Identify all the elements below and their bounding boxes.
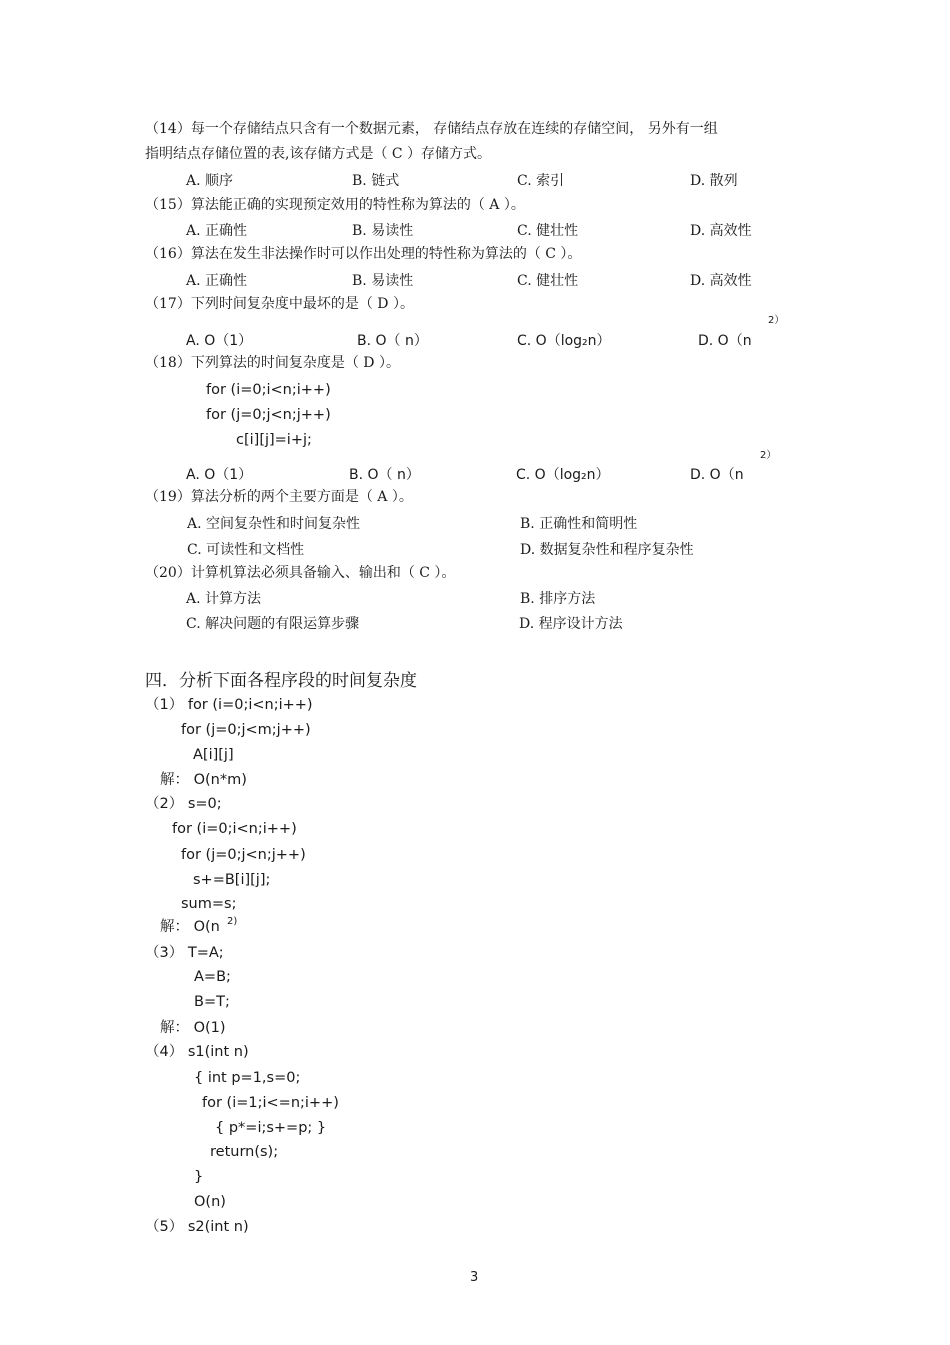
q18-option-d-superscript: 2） bbox=[760, 450, 777, 461]
p4-line2: { int p=1,s=0; bbox=[194, 1070, 301, 1086]
q18-option-b: B. O（ n） bbox=[349, 467, 420, 483]
q20-option-c: C. 解决问题的有限运算步骤 bbox=[186, 616, 360, 632]
q14-stem-line1: （14）每一个存储结点只含有一个数据元素， 存储结点存放在连续的存储空间， 另外有一组 bbox=[145, 121, 718, 137]
q20-option-b: B. 排序方法 bbox=[520, 591, 596, 607]
q17-option-d-superscript: 2） bbox=[768, 315, 785, 326]
q18-option-c: C. O（log₂n） bbox=[516, 467, 610, 483]
p2-solution: 解： O(n bbox=[160, 919, 220, 935]
q16-option-b: B. 易读性 bbox=[352, 273, 414, 289]
q17-stem: （17）下列时间复杂度中最坏的是（ D ）。 bbox=[145, 296, 414, 312]
p1-line1: （1） for (i=0;i<n;i++) bbox=[145, 697, 313, 713]
q16-option-d: D. 高效性 bbox=[690, 273, 752, 289]
q20-option-a: A. 计算方法 bbox=[186, 591, 262, 607]
q15-option-b: B. 易读性 bbox=[352, 223, 414, 239]
q20-stem: （20）计算机算法必须具备输入、输出和（ C ）。 bbox=[145, 565, 456, 581]
q17-option-d: D. O（n bbox=[698, 333, 752, 349]
q16-option-a: A. 正确性 bbox=[186, 273, 248, 289]
q18-code-line3: c[i][j]=i+j; bbox=[236, 432, 312, 448]
q19-stem: （19）算法分析的两个主要方面是（ A ）。 bbox=[145, 489, 413, 505]
p3-line2: A=B; bbox=[194, 969, 231, 985]
q15-stem: （15）算法能正确的实现预定效用的特性称为算法的（ A ）。 bbox=[145, 197, 525, 213]
p3-line3: B=T; bbox=[194, 994, 230, 1010]
q14-option-b: B. 链式 bbox=[352, 173, 400, 189]
p3-line1: （3） T=A; bbox=[145, 945, 224, 961]
q14-stem-line2: 指明结点存储位置的表,该存储方式是（ C ）存储方式。 bbox=[145, 146, 492, 162]
q17-option-c: C. O（log₂n） bbox=[517, 333, 611, 349]
q14-option-c: C. 索引 bbox=[517, 173, 565, 189]
q15-option-d: D. 高效性 bbox=[690, 223, 752, 239]
p4-line1: （4） s1(int n) bbox=[145, 1044, 249, 1060]
p1-line3: A[i][j] bbox=[193, 747, 234, 763]
q16-option-c: C. 健壮性 bbox=[517, 273, 579, 289]
q19-option-d: D. 数据复杂性和程序复杂性 bbox=[520, 542, 694, 558]
p2-line4: s+=B[i][j]; bbox=[193, 872, 271, 888]
q18-code-line1: for (i=0;i<n;i++) bbox=[206, 382, 331, 398]
p4-line5: return(s); bbox=[210, 1144, 279, 1160]
q15-option-a: A. 正确性 bbox=[186, 223, 248, 239]
p4-line6: } bbox=[194, 1169, 204, 1185]
q19-option-a: A. 空间复杂性和时间复杂性 bbox=[187, 516, 361, 532]
p4-line4: { p*=i;s+=p; } bbox=[215, 1120, 327, 1136]
q18-option-a: A. O（1） bbox=[186, 467, 253, 483]
q14-option-d: D. 散列 bbox=[690, 173, 738, 189]
p4-line3: for (i=1;i<=n;i++) bbox=[202, 1095, 339, 1111]
q18-stem: （18）下列算法的时间复杂度是（ D ）。 bbox=[145, 355, 400, 371]
q15-option-c: C. 健壮性 bbox=[517, 223, 579, 239]
q17-option-b: B. O（ n） bbox=[357, 333, 428, 349]
q18-option-d: D. O（n bbox=[690, 467, 744, 483]
section4-title: 四．分析下面各程序段的时间复杂度 bbox=[145, 671, 417, 691]
q17-option-a: A. O（1） bbox=[186, 333, 253, 349]
p3-solution: 解： O(1) bbox=[160, 1020, 226, 1036]
p2-line5: sum=s; bbox=[181, 896, 237, 912]
q16-stem: （16）算法在发生非法操作时可以作出处理的特性称为算法的（ C ）。 bbox=[145, 246, 582, 262]
q20-option-d: D. 程序设计方法 bbox=[519, 616, 623, 632]
p1-solution: 解： O(n*m) bbox=[160, 772, 247, 788]
p2-line2: for (i=0;i<n;i++) bbox=[172, 821, 297, 837]
q19-option-c: C. 可读性和文档性 bbox=[187, 542, 305, 558]
q19-option-b: B. 正确性和简明性 bbox=[520, 516, 638, 532]
q18-code-line2: for (j=0;j<n;j++) bbox=[206, 407, 331, 423]
p2-line3: for (j=0;j<n;j++) bbox=[181, 847, 306, 863]
p2-line1: （2） s=0; bbox=[145, 796, 222, 812]
page-number: 3 bbox=[470, 1270, 479, 1285]
p2-solution-superscript: 2) bbox=[227, 916, 238, 927]
p5-line1: （5） s2(int n) bbox=[145, 1219, 249, 1235]
q14-option-a: A. 顺序 bbox=[186, 173, 234, 189]
p4-solution: O(n) bbox=[194, 1194, 226, 1210]
p1-line2: for (j=0;j<m;j++) bbox=[181, 722, 311, 738]
